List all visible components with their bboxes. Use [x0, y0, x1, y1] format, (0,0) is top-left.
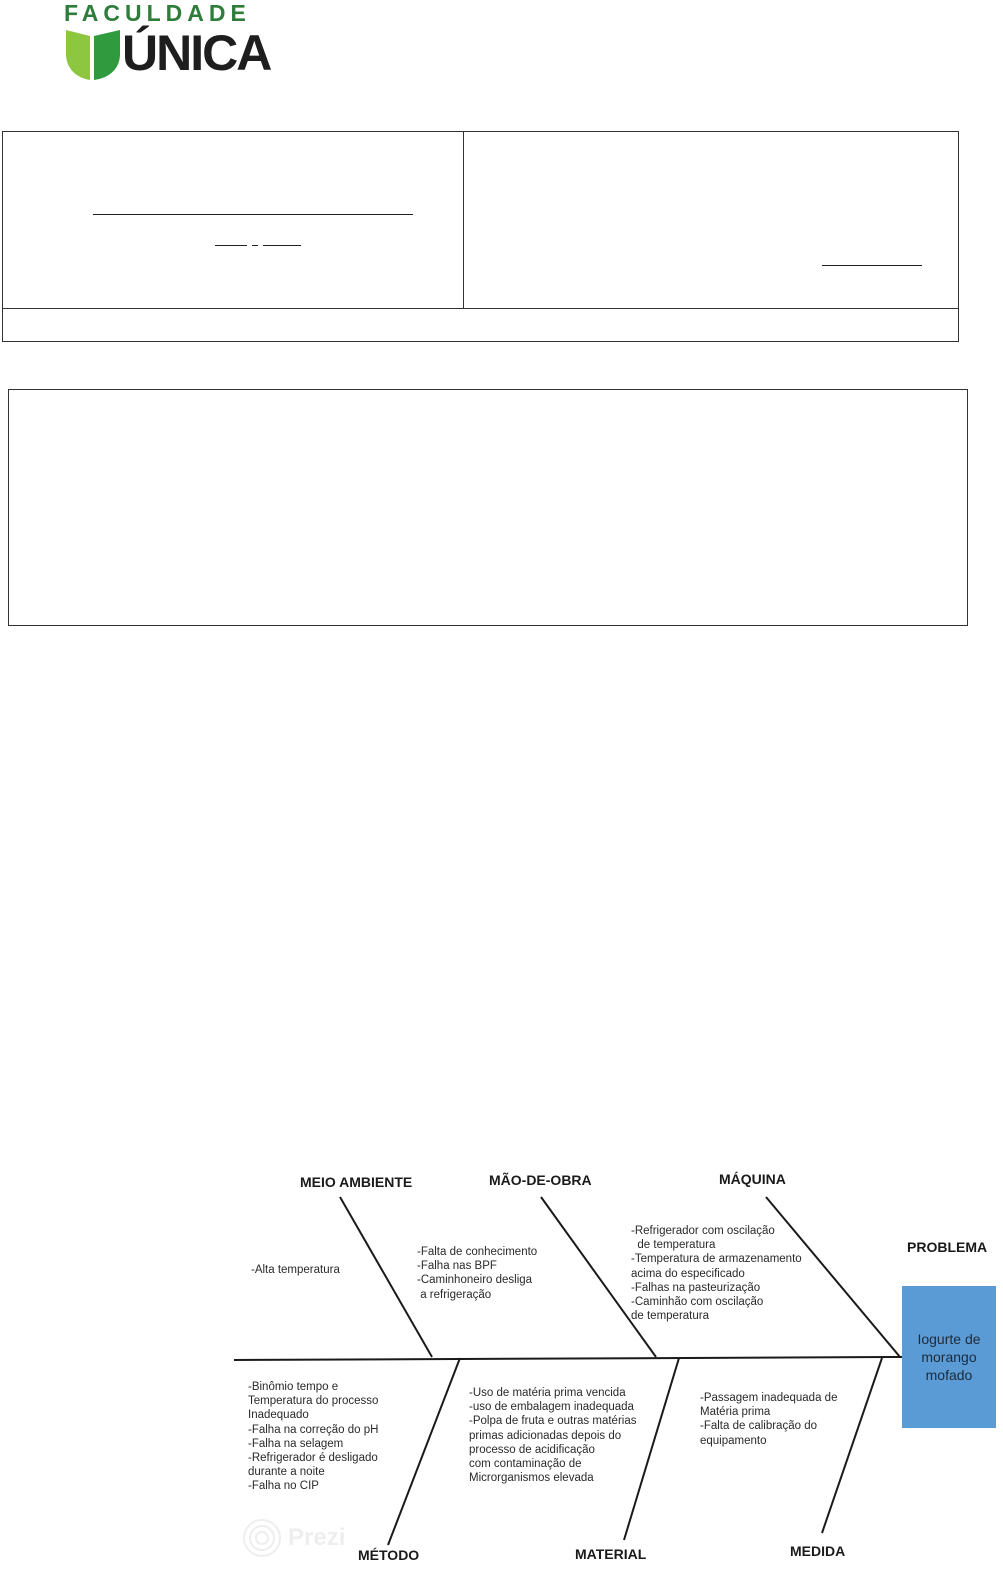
cause-item: -Passagem inadequada de — [700, 1392, 838, 1404]
causes-material — [469, 1386, 636, 1485]
causes-metodo — [248, 1380, 378, 1494]
causes-maquina — [631, 1224, 802, 1323]
prezi-watermark-text: Prezi — [288, 1524, 346, 1551]
cause-item: -Alta temperatura — [251, 1264, 340, 1276]
name-underline — [93, 214, 413, 215]
cause-item: -Caminhão com oscilação — [631, 1296, 764, 1309]
logo-bottom-text: ÚNICA — [122, 25, 271, 81]
instructions-box — [8, 389, 968, 626]
header-column-divider — [463, 132, 464, 308]
cause-item: acima do especificado — [631, 1267, 745, 1280]
logo-top-text: FACULDADE — [64, 0, 251, 26]
problem-line: Iogurte de — [917, 1331, 981, 1347]
grade-underline — [822, 265, 922, 266]
faculdade-unica-logo — [64, 0, 294, 90]
date-underline-sep — [252, 245, 258, 246]
cause-item: Matéria prima — [700, 1406, 771, 1419]
logo-shield-icon — [64, 28, 124, 82]
cause-item: de temperatura — [631, 1310, 709, 1323]
prezi-watermark — [242, 1518, 372, 1558]
cause-item: -Falha nas BPF — [417, 1260, 497, 1273]
cause-item: -Refrigerador com oscilação — [631, 1225, 775, 1237]
cause-item: processo de acidificação — [469, 1443, 595, 1456]
cause-item: -Caminhoneiro desliga — [417, 1274, 533, 1287]
cause-item: equipamento — [700, 1434, 767, 1447]
problem-line: morango — [921, 1349, 977, 1365]
problem-line: mofado — [925, 1367, 973, 1383]
category-problema: PROBLEMA — [907, 1239, 988, 1255]
causes-medida — [700, 1391, 837, 1448]
cause-item: durante a noite — [248, 1466, 325, 1479]
causes-mao-de-obra — [417, 1245, 537, 1302]
cause-item: -Temperatura de armazenamento — [631, 1253, 802, 1266]
cause-item: Temperatura do processo — [248, 1395, 379, 1408]
cause-item: -Polpa de fruta e outras matérias — [469, 1415, 637, 1428]
category-material: MATERIAL — [575, 1546, 647, 1562]
header-form-box — [2, 131, 959, 342]
cause-item: primas adicionadas depois do — [469, 1429, 622, 1442]
spine-line — [234, 1357, 902, 1360]
category-mao-de-obra: MÃO-DE-OBRA — [489, 1172, 592, 1188]
prezi-logo-icon — [242, 1518, 282, 1558]
date-underline-2 — [263, 245, 301, 246]
cause-item: -Refrigerador é desligado — [248, 1452, 378, 1465]
cause-item: -Falha na correção do pH — [248, 1423, 379, 1436]
cause-item: com contaminação de — [469, 1458, 582, 1471]
category-meio-ambiente: MEIO AMBIENTE — [300, 1174, 413, 1190]
cause-item: -Falha no CIP — [248, 1480, 319, 1493]
cause-item: -Falha na selagem — [248, 1437, 344, 1450]
cause-item: -Binômio tempo e — [248, 1381, 339, 1393]
header-row-divider — [3, 308, 958, 309]
causes-meio-ambiente — [251, 1263, 340, 1277]
cause-item: -uso de embalagem inadequada — [469, 1401, 634, 1414]
cause-item: a refrigeração — [417, 1288, 492, 1301]
category-metodo: MÉTODO — [358, 1547, 420, 1563]
cause-item: Inadequado — [248, 1409, 309, 1422]
bone-metodo — [388, 1358, 460, 1545]
category-maquina: MÁQUINA — [719, 1171, 786, 1187]
cause-item: -Uso de matéria prima vencida — [469, 1387, 626, 1399]
problem-box — [902, 1286, 996, 1428]
cause-item: Microrganismos elevada — [469, 1472, 594, 1485]
category-medida: MEDIDA — [790, 1543, 846, 1559]
fishbone-lines — [230, 1160, 1003, 1578]
cause-item: -Falhas na pasteurização — [631, 1281, 761, 1294]
cause-item: -Falta de calibração do — [700, 1420, 817, 1433]
cause-item: de temperatura — [631, 1239, 716, 1252]
cause-item: -Falta de conhecimento — [417, 1246, 538, 1258]
date-underline-1 — [215, 245, 247, 246]
ishikawa-diagram — [230, 1160, 1003, 1578]
